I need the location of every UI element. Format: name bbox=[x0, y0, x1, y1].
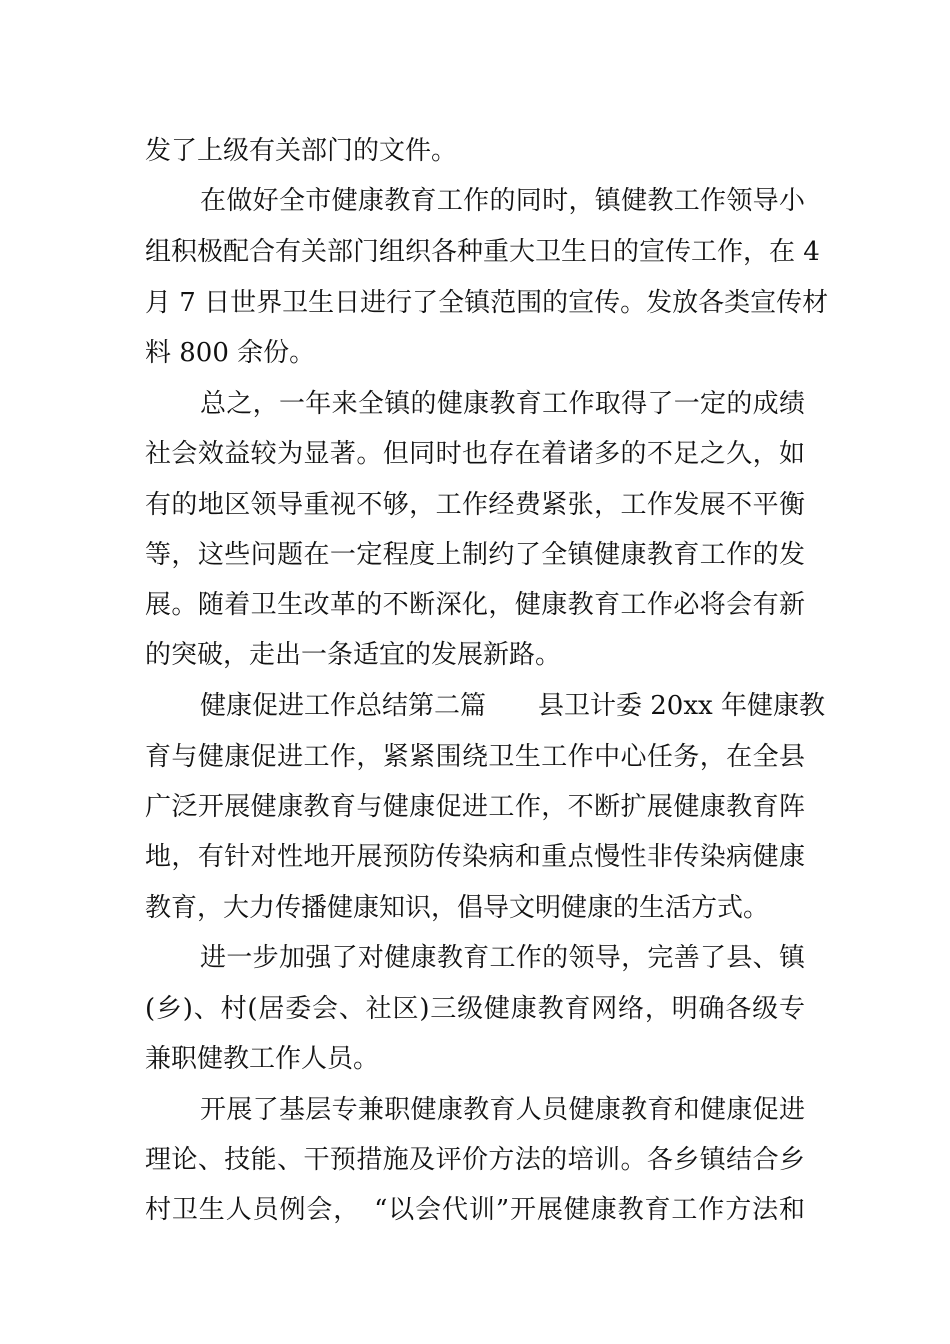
text-line: 村卫生人员例会， “以会代训”开展健康教育工作方法和 bbox=[145, 1195, 805, 1225]
text-line: 社会效益较为显著。但同时也存在着诸多的不足之久，如 bbox=[145, 439, 805, 469]
text-line: 广泛开展健康教育与健康促进工作，不断扩展健康教育阵 bbox=[145, 792, 805, 822]
text-line: 地，有针对性地开展预防传染病和重点慢性非传染病健康 bbox=[145, 842, 805, 872]
text-line: 发了上级有关部门的文件。 bbox=[145, 136, 458, 166]
paragraph-first-line: 健康促进工作总结第二篇 县卫计委 20xx 年健康教 bbox=[200, 691, 825, 721]
text-line: 组积极配合有关部门组织各种重大卫生日的宣传工作，在 4 bbox=[145, 237, 820, 267]
text-line: 理论、技能、干预措施及评价方法的培训。各乡镇结合乡 bbox=[145, 1145, 805, 1175]
text-line: 料 800 余份。 bbox=[145, 338, 316, 368]
text-line: (乡)、村(居委会、社区)三级健康教育网络，明确各级专 bbox=[145, 994, 805, 1024]
paragraph-first-line: 开展了基层专兼职健康教育人员健康教育和健康促进 bbox=[200, 1095, 805, 1125]
text-line: 展。随着卫生改革的不断深化，健康教育工作必将会有新 bbox=[145, 590, 805, 620]
text-line: 有的地区领导重视不够，工作经费紧张，工作发展不平衡 bbox=[145, 490, 805, 520]
paragraph-first-line: 进一步加强了对健康教育工作的领导，完善了县、镇 bbox=[200, 943, 805, 973]
text-line: 等，这些问题在一定程度上制约了全镇健康教育工作的发 bbox=[145, 540, 805, 570]
text-line: 的突破，走出一条适宜的发展新路。 bbox=[145, 640, 562, 670]
paragraph-first-line: 总之，一年来全镇的健康教育工作取得了一定的成绩 bbox=[200, 389, 805, 419]
text-line: 兼职健教工作人员。 bbox=[145, 1044, 380, 1074]
text-line: 月 7 日世界卫生日进行了全镇范围的宣传。发放各类宣传材 bbox=[145, 288, 829, 318]
text-line: 教育，大力传播健康知识，倡导文明健康的生活方式。 bbox=[145, 893, 770, 923]
paragraph-first-line: 在做好全市健康教育工作的同时，镇健教工作领导小 bbox=[200, 186, 805, 216]
text-line: 育与健康促进工作，紧紧围绕卫生工作中心任务，在全县 bbox=[145, 742, 805, 772]
